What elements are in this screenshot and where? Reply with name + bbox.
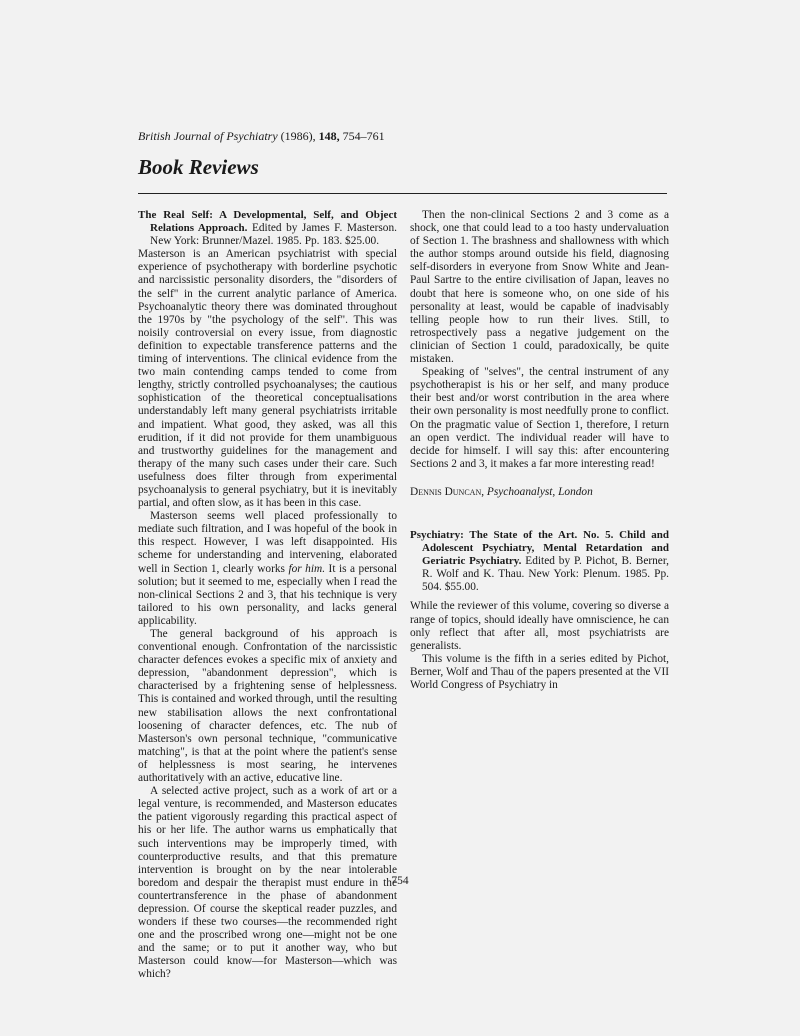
journal-name: British Journal of Psychiatry [138,129,278,143]
review1-paragraph-3: The general background of his approach is conventional enough. Confrontation of the narcissistic character defences evokes a specific mix of anxiety and depression, "abandonment depression", which is characterised by a frightening sense of helplessness. This is contained and worked through, until the resulting new stabilisation allows the next confrontational loosening of character defences, etc. The nub of Masterson's own personal technique, "communicative matching", is that at the point where the patient's sense of helplessness is most searing, he intervenes authoritatively with an active, educative line. [138,628,397,785]
review1-paragraph-2 [138,510,397,628]
review1-paragraph-1: Masterson is an American psychiatrist with special experience of psychotherapy with borderline psychotic and narcissistic personality disorders, the "disorders of the self" in the current analytic parlance of America. Psychoanalytic theory there was dominated throughout the 1970s by "the psychology of the self". This was noisily controversial on every issue, from diagnostic definition to expectable transference patterns and the timing of interventions. The clinical evidence from the two main contending camps tended to come from lengthy, strictly controlled psychoanalyses; the cautious sophistication of the theoretical conceptualisations understandably left many general psychiatrists irritable and impatient. What good, they asked, was all this erudition, if it did not provide for them unambiguous and trustworthy guidelines for the management and therapy of the many such cases under their care. Such usefulness does filter through from experimental psychoanalysis to general psychiatry, but it is inevitably partial, and often slow, as it has been in this case. [138,248,397,510]
journal-citation [138,129,385,144]
review1-paragraph-6: Speaking of "selves", the central instrument of any psychotherapist is his or her self, and many produce their best and/or worst contribution in the area where their own personality is most needfully prone to conflict. On the pragmatic value of Section 1, therefore, I return an open verdict. The individual reader will have to decide for himself. I will say this: after encountering Sections 2 and 3, it makes a far more interesting read! [410,366,669,470]
review1-paragraph-2-rest: It is a personal solution; but it seemed to me, especially when I read the non-clinical Sections 2 and 3, that his technique is very tailored to his own personality, and lacks general applicability. [138,562,397,627]
review2-book-title: Psychiatry: The State of the Art. No. 5. Child and Adolescent Psychiatry, Mental Retardation and Geriatric Psychiatry. [410,528,669,568]
review1-book-title: The Real Self: A Developmental, Self, and Object Relations Approach. [138,209,397,235]
page-number: 754 [391,875,409,887]
review2-heading [410,529,669,594]
review1-paragraph-4: A selected active project, such as a work of art or a legal venture, is recommended, and Masterson educates the patient vigorously regarding this practical aspect of his or her life. The author warns us emphatically that such interventions may be improperly timed, with counterproductive results, and that this premature intervention is brought on by the near intolerable boredom and despair the therapist must endure in the countertransference in the phase of abandonment depression. Of course the skeptical reader puzzles, and wonders if these two courses—the recommended right one and the proscribed wrong one—might not be one and the same; or to put it another way, who but Masterson could know—for Masterson—which was which? [138,785,397,981]
review2-paragraph-2: This volume is the fifth in a series edited by Pichot, Berner, Wolf and Thau of the papers presented at the VII World Congress of Psychiatry in [410,652,669,691]
reviewer-affiliation: Psychoanalyst, London [486,485,593,498]
review1-heading [138,209,397,248]
review2-paragraph-1: While the reviewer of this volume, covering so diverse a range of topics, should ideally have omniscience, he can only reflect that after all, most psychiatrists are generalists. [410,600,669,652]
review1-emphasis-for-him: for him. [288,562,326,575]
review2-book-details: Edited by P. Pichot, B. Berner, R. Wolf and K. Thau. New York: Plenum. 1985. Pp. 504. $55.00. [422,555,670,594]
journal-pages: 754–761 [342,129,385,143]
review1-paragraph-2-start: Masterson seems well placed professionally to mediate such filtration, and I was hopeful of the book in this respect. However, I was left disappointed. His scheme for understanding and intervening, elaborated well in Section 1, clearly works [138,510,397,575]
review1-book-details: Edited by James F. Masterson. New York: Brunner/Mazel. 1985. Pp. 183. $25.00. [150,222,397,248]
journal-year: (1986), [280,129,316,143]
header-rule [138,193,667,194]
review1-paragraph-5: Then the non-clinical Sections 2 and 3 come as a shock, one that could lead to a too hasty undervaluation of Section 1. The brashness and shallowness with which the author stomps around outside his field, diagnosing self-disorders in everyone from Snow White and Jean-Paul Sartre to the entire civilisation of Japan, leaves no doubt that here is someone who, on one side of his personality at least, would be capable of inadvisably telling people how to run their lives. Still, to retrospectively pass a negative judgement on the clinician of Section 1 could, paradoxically, be quite mistaken. [410,209,669,366]
review-separator-space [410,499,669,529]
section-title: Book Reviews [138,155,259,179]
reviewer-name: Dennis Duncan, [410,485,485,498]
right-column [410,209,669,692]
review1-reviewer [410,486,669,499]
left-column [138,209,397,982]
journal-volume: 148, [318,129,340,143]
